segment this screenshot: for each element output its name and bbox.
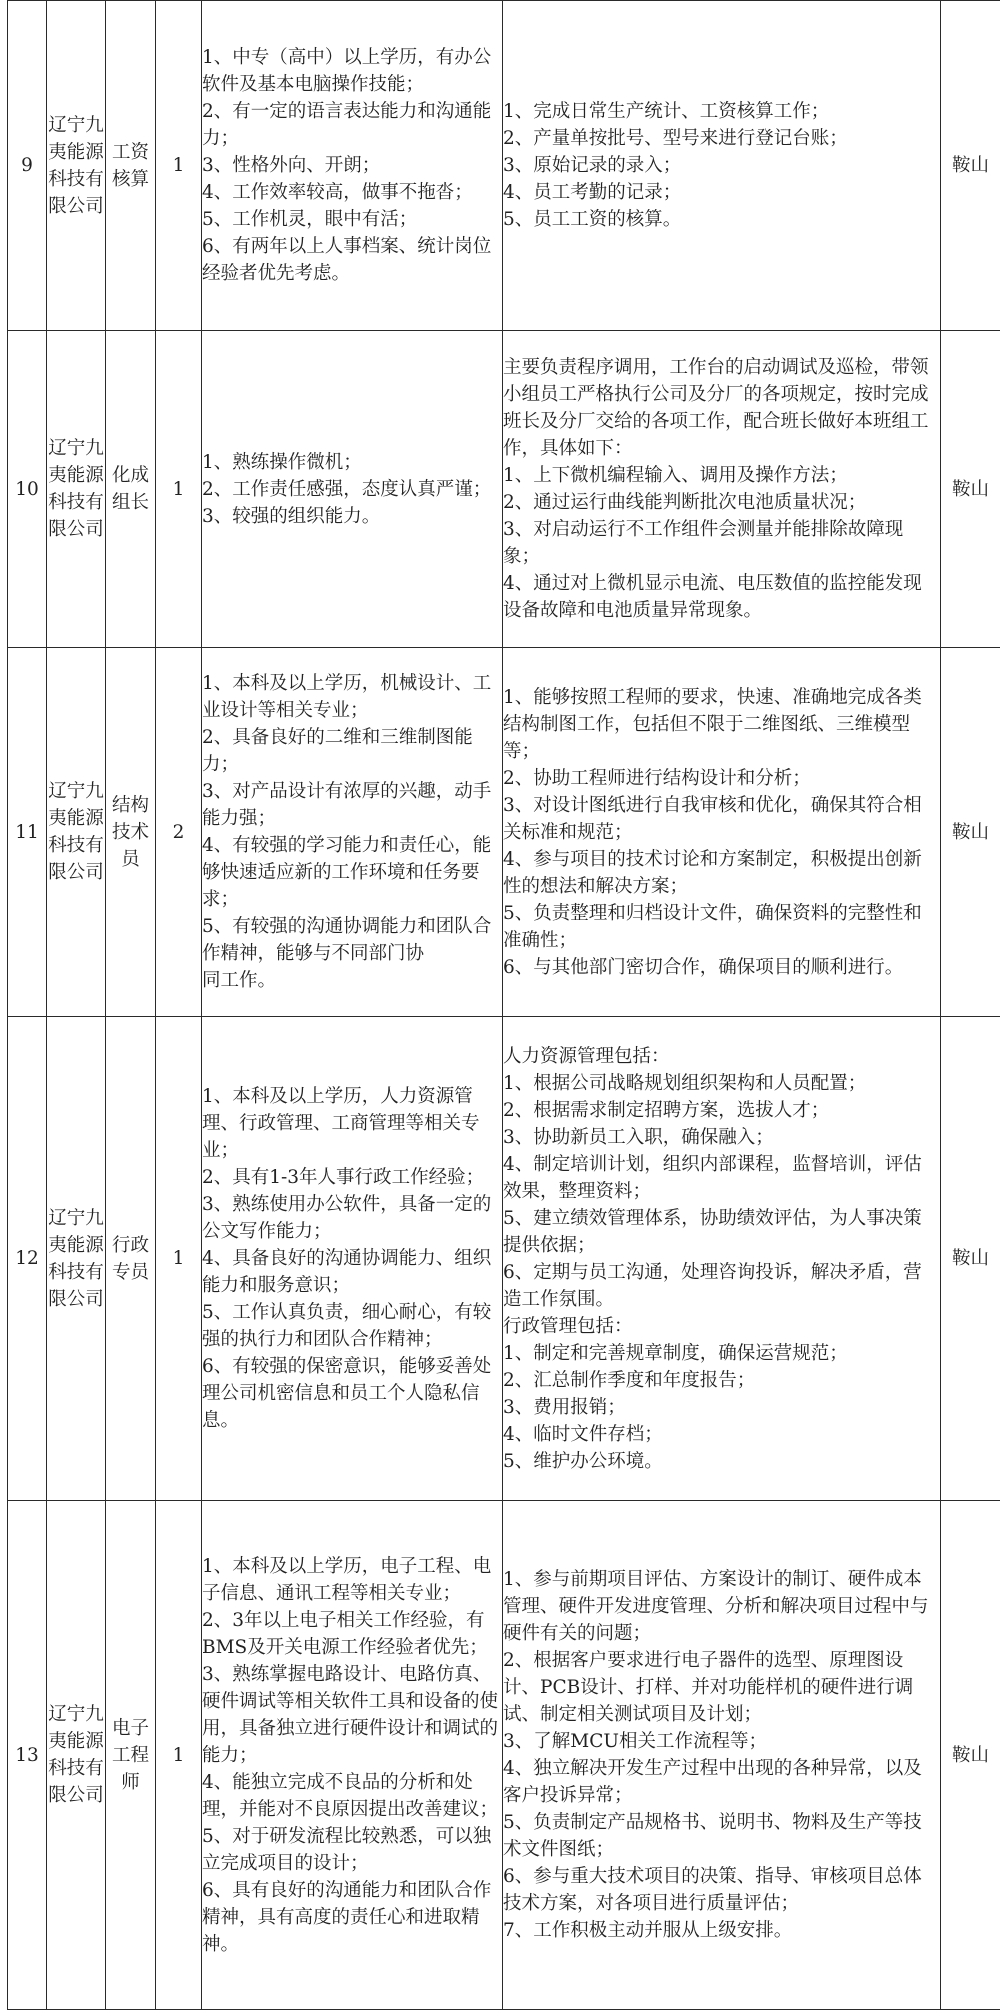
table-row [8,1017,1000,1501]
requirement-item: 同工作。 [202,967,502,994]
table-row [8,331,1000,648]
duty-item: 主要负责程序调用，工作台的启动调试及巡检，带领小组员工严格执行公司及分厂的各项规定，按时完成班长及分厂交给的各项工作，配合班长做好本班组工作，具体如下： [503,354,940,462]
duty-item: 6、参与重大技术项目的决策、指导、审核项目总体技术方案，对各项目进行质量评估； [503,1863,940,1917]
requirement-item: 5、工作认真负责，细心耐心，有较强的执行力和团队合作精神； [202,1299,502,1353]
duty-item: 2、汇总制作季度和年度报告； [503,1367,940,1394]
headcount: 1 [156,1017,202,1501]
work-location [941,648,1000,1017]
company-text: 辽宁九夷能源科技有限公司 [47,1205,105,1313]
duty-item: 人力资源管理包括： [503,1043,940,1070]
requirement-item: 2、具备良好的二维和三维制图能力； [202,724,502,778]
company-text: 辽宁九夷能源科技有限公司 [47,778,105,886]
requirement-item: 2、工作责任感强，态度认真严谨； [202,476,502,503]
duty-item: 3、对启动运行不工作组件会测量并能排除故障现象； [503,516,940,570]
headcount: 2 [156,648,202,1017]
work-location [941,1017,1000,1501]
requirements [202,1017,503,1501]
requirement-item: 4、能独立完成不良品的分析和处理，并能对不良原因提出改善建议； [202,1769,502,1823]
duty-item: 行政管理包括： [503,1313,940,1340]
company-name [47,331,106,648]
duty-item: 2、根据客户要求进行电子器件的选型、原理图设计、PCB设计、打样、并对功能样机的硬件进行调试、制定相关测试项目及计划； [503,1647,940,1728]
duty-item: 3、了解MCU相关工作流程等； [503,1728,940,1755]
requirement-item: 1、中专（高中）以上学历，有办公软件及基本电脑操作技能； [202,44,502,98]
row-number: 10 [8,331,47,648]
duty-item: 2、协助工程师进行结构设计和分析； [503,765,940,792]
location-text: 鞍山 [941,819,1000,846]
duty-item: 7、工作积极主动并服从上级安排。 [503,1917,940,1944]
duty-item: 5、负责制定产品规格书、说明书、物料及生产等技术文件图纸； [503,1809,940,1863]
requirement-item: 5、有较强的沟通协调能力和团队合作精神，能够与不同部门协 [202,913,502,967]
duty-item: 2、通过运行曲线能判断批次电池质量状况； [503,489,940,516]
requirement-item: 3、性格外向、开朗； [202,152,502,179]
duty-item: 5、负责整理和归档设计文件，确保资料的完整性和准确性； [503,900,940,954]
duty-item: 2、根据需求制定招聘方案，选拔人才； [503,1097,940,1124]
duty-item: 6、定期与员工沟通，处理咨询投诉，解决矛盾，营造工作氛围。 [503,1259,940,1313]
duty-item: 3、费用报销； [503,1394,940,1421]
duties [503,648,941,1017]
company-text: 辽宁九夷能源科技有限公司 [47,112,105,220]
headcount: 1 [156,331,202,648]
duty-item: 2、产量单按批号、型号来进行登记台账； [503,125,940,152]
requirements [202,648,503,1017]
requirement-item: 1、本科及以上学历，电子工程、电子信息、通讯工程等相关专业； [202,1553,502,1607]
requirement-item: 2、有一定的语言表达能力和沟通能力； [202,98,502,152]
duty-item: 5、建立绩效管理体系，协助绩效评估，为人事决策提供依据； [503,1205,940,1259]
duty-item: 3、对设计图纸进行自我审核和优化，确保其符合相关标准和规范； [503,792,940,846]
requirement-item: 1、本科及以上学历，机械设计、工业设计等相关专业； [202,670,502,724]
requirement-item: 6、有较强的保密意识，能够妥善处理公司机密信息和员工个人隐私信息。 [202,1353,502,1434]
company-name [47,1501,106,2010]
duty-item: 4、临时文件存档； [503,1421,940,1448]
position-title [106,1017,156,1501]
duty-item: 1、参与前期项目评估、方案设计的制订、硬件成本管理、硬件开发进度管理、分析和解决项目过程中与硬件有关的问题； [503,1566,940,1647]
duties [503,331,941,648]
duty-item: 4、参与项目的技术讨论和方案制定，积极提出创新性的想法和解决方案； [503,846,940,900]
requirement-item: 4、具备良好的沟通协调能力、组织能力和服务意识； [202,1245,502,1299]
requirement-item: 2、3年以上电子相关工作经验，有BMS及开关电源工作经验者优先； [202,1607,502,1661]
requirement-item: 1、本科及以上学历，人力资源管理、行政管理、工商管理等相关专业； [202,1083,502,1164]
position-title [106,648,156,1017]
requirements [202,1,503,331]
requirements [202,331,503,648]
position-text: 化成组长 [106,462,155,516]
duty-item: 3、原始记录的录入； [503,152,940,179]
company-name [47,1017,106,1501]
requirement-item: 3、熟练使用办公软件，具备一定的公文写作能力； [202,1191,502,1245]
location-text: 鞍山 [941,476,1000,503]
location-text: 鞍山 [941,1742,1000,1769]
company-text: 辽宁九夷能源科技有限公司 [47,1701,105,1809]
position-title [106,331,156,648]
position-title [106,1,156,331]
duty-item: 6、与其他部门密切合作，确保项目的顺利进行。 [503,954,940,981]
duty-item: 5、员工工资的核算。 [503,206,940,233]
requirements [202,1501,503,2010]
duty-item: 3、协助新员工入职，确保融入； [503,1124,940,1151]
work-location [941,331,1000,648]
table-row [8,1501,1000,2010]
position-text: 电子工程师 [106,1715,155,1796]
company-name [47,1,106,331]
table-row [8,1,1000,331]
duty-item: 5、维护办公环境。 [503,1448,940,1475]
headcount: 1 [156,1,202,331]
position-title [106,1501,156,2010]
requirement-item: 6、有两年以上人事档案、统计岗位经验者优先考虑。 [202,233,502,287]
row-number: 13 [8,1501,47,2010]
requirement-item: 3、较强的组织能力。 [202,503,502,530]
requirement-item: 3、对产品设计有浓厚的兴趣，动手能力强； [202,778,502,832]
duty-item: 4、员工考勤的记录； [503,179,940,206]
duty-item: 1、完成日常生产统计、工资核算工作； [503,98,940,125]
duties [503,1,941,331]
requirement-item: 1、熟练操作微机； [202,449,502,476]
requirement-item: 4、有较强的学习能力和责任心，能够快速适应新的工作环境和任务要求； [202,832,502,913]
location-text: 鞍山 [941,152,1000,179]
work-location [941,1501,1000,2010]
requirement-item: 3、熟练掌握电路设计、电路仿真、硬件调试等相关软件工具和设备的使用，具备独立进行硬件设计和调试的能力； [202,1661,502,1769]
table-row [8,648,1000,1017]
duty-item: 1、根据公司战略规划组织架构和人员配置； [503,1070,940,1097]
duties [503,1501,941,2010]
requirement-item: 6、具有良好的沟通能力和团队合作精神，具有高度的责任心和进取精神。 [202,1877,502,1958]
location-text: 鞍山 [941,1245,1000,1272]
requirement-item: 5、对于研发流程比较熟悉，可以独立完成项目的设计； [202,1823,502,1877]
duties [503,1017,941,1501]
duty-item: 4、制定培训计划，组织内部课程，监督培训，评估效果，整理资料； [503,1151,940,1205]
requirement-item: 4、工作效率较高，做事不拖沓； [202,179,502,206]
row-number: 11 [8,648,47,1017]
duty-item: 4、独立解决开发生产过程中出现的各种异常，以及客户投诉异常； [503,1755,940,1809]
duty-item: 1、能够按照工程师的要求，快速、准确地完成各类结构制图工作，包括但不限于二维图纸、三维模型等； [503,684,940,765]
company-name [47,648,106,1017]
requirement-item: 5、工作机灵，眼中有活； [202,206,502,233]
requirement-item: 2、具有1-3年人事行政工作经验； [202,1164,502,1191]
position-text: 行政专员 [106,1232,155,1286]
duty-item: 1、制定和完善规章制度，确保运营规范； [503,1340,940,1367]
duty-item: 4、通过对上微机显示电流、电压数值的监控能发现设备故障和电池质量异常现象。 [503,570,940,624]
row-number: 12 [8,1017,47,1501]
duty-item: 1、上下微机编程输入、调用及操作方法； [503,462,940,489]
position-text: 结构技术员 [106,792,155,873]
work-location [941,1,1000,331]
company-text: 辽宁九夷能源科技有限公司 [47,435,105,543]
job-listing-table [7,0,1000,2010]
headcount: 1 [156,1501,202,2010]
position-text: 工资核算 [106,139,155,193]
row-number: 9 [8,1,47,331]
